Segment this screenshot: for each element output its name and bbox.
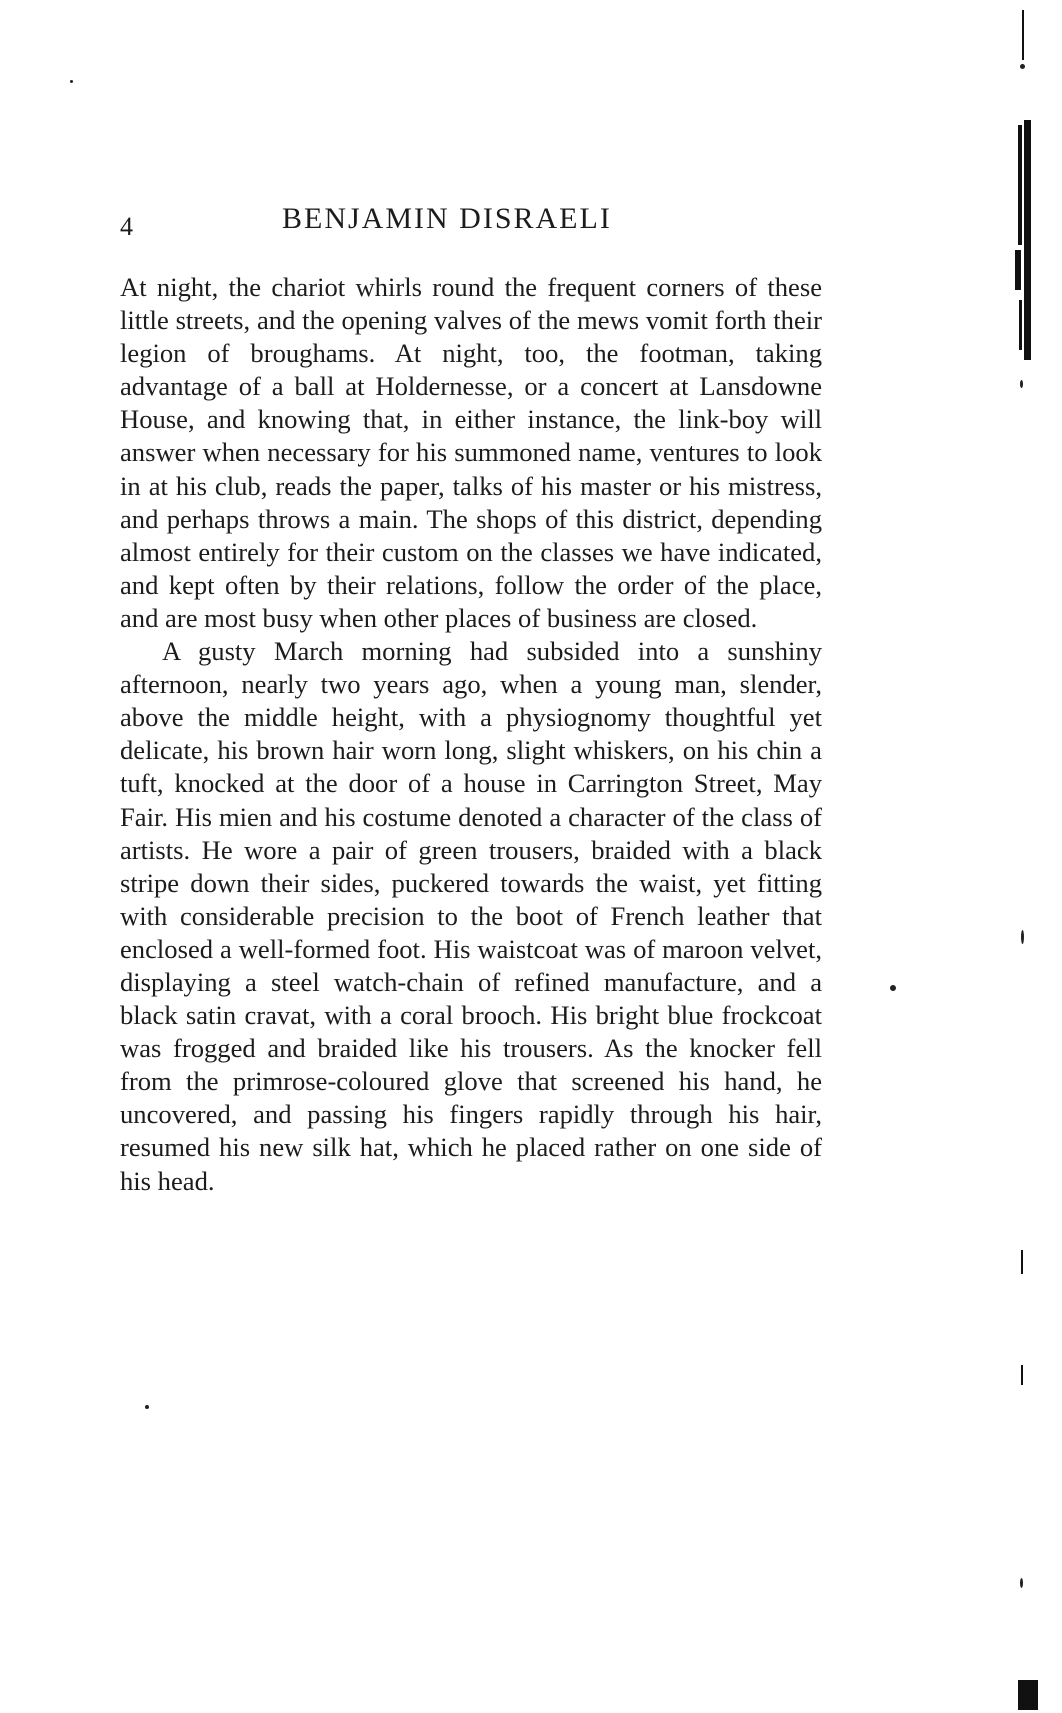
paragraph-2: A gusty March morning had subsided into a sunshiny afternoon, nearly two years ago, when a young man, slender, above the middle height, with a physiognomy thoughtful yet delicate, his brown hair worn long, slight whiskers, on his chin a tuft, knocked at the door of a house in Carrington Street, May Fair. His mien and his costume denoted a character of the class of artists. He wore a pair of green trousers, braided with a black stripe down their sides, puckered towards the waist, yet fitting with considerable precision to the boot of French leather that enclosed a well-formed foot. His waistcoat was of maroon velvet, displaying a steel watch-chain of refined manufacture, and a black satin cravat, with a coral brooch. His bright blue frockcoat was frogged and braided like his trousers. As the knocker fell from the primrose-coloured glove that screened his hand, he uncovered, and passing his fingers rapidly through his hair, resumed his new silk hat, which he placed rather on one side of his head. bbox=[120, 636, 822, 1196]
paragraph-1: At night, the chariot whirls round the frequent corners of these little streets, and the opening valves of the mews vomit forth their legion of broughams. At night, too, the footman, taking advantage of a ball at Holdernesse, or a concert at Lansdowne House, and knowing that, in either instance, the link-boy will answer when necessary for his summoned name, ventures to look in at his club, reads the paper, talks of his master or his mistress, and perhaps throws a main. The shops of this district, depending almost entirely for their custom on the classes we have indicated, and kept often by their relations, follow the order of the place, and are most busy when other places of business are closed. bbox=[120, 272, 822, 633]
page-number: 4 bbox=[120, 212, 133, 241]
page-header bbox=[120, 202, 820, 242]
running-head: BENJAMIN DISRAELI bbox=[282, 202, 612, 235]
body-text bbox=[120, 271, 822, 1198]
